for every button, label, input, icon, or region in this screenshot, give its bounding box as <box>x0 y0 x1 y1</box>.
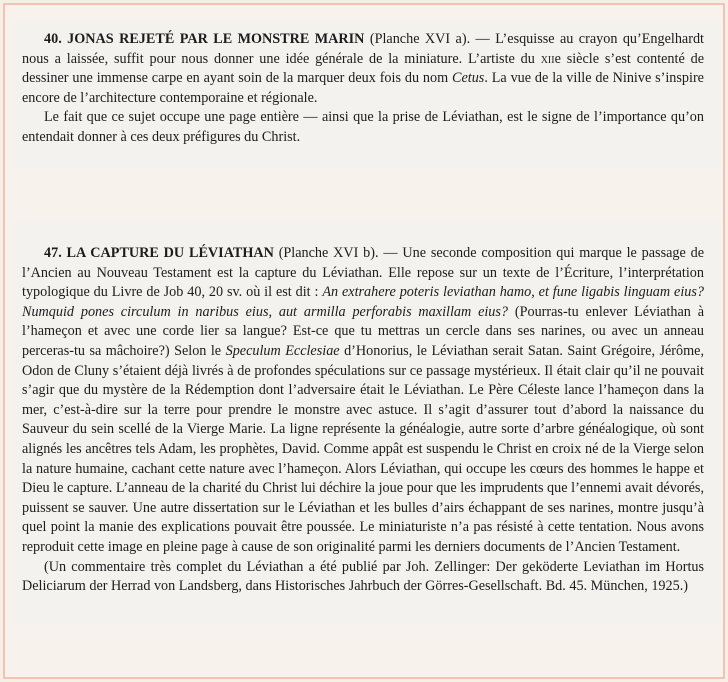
section-40-paragraph-1 <box>22 30 704 108</box>
century-numeral: xii <box>540 50 555 67</box>
section-47-heading: 47. LA CAPTURE DU LÉVIATHAN <box>44 245 274 261</box>
section-47-paragraph-1 <box>22 244 704 558</box>
section-40 <box>22 30 704 148</box>
section-40-text-c: . La vue de la ville de Ninive s’inspire encore de l’architecture contemporaine et régionale. <box>22 70 704 106</box>
section-47-paragraph-2: (Un commentaire très complet du Léviathan a été publié par Joh. Zellinger: Der geköderte Leviathan im Hortus Deliciarum der Herrad von Landsberg, dans Historisches Jahrbuch der Görres-Gesellschaft. Bd. 45. München, 1925.) <box>22 558 704 595</box>
section-40-plate: (Planche XVI a). — <box>364 31 496 47</box>
section-47 <box>22 244 704 597</box>
section-47-plate: (Planche XVI b). — <box>273 245 403 261</box>
speculum-title: Speculum Ecclesiae <box>225 342 340 359</box>
section-40-text-a: L’esquisse au crayon qu’Engelhardt nous a laissée, suffit pour nous donner une idée générale de la miniature. L’artiste du <box>22 31 704 67</box>
section-47-text-c: d’Honorius, le Léviathan serait Satan. Saint Grégoire, Jérôme, Odon de Cluny s’étaient déjà livrés à de profondes spéculations sur ce passage mystérieux. Il était clair qu’il ne pouvait s’agir que du mystère de la Rédemption dont l’adversaire était le Léviathan. Le Père Céleste lance l’hameçon dans la mer, c’est-à-dire sur la terre pour prendre le monstre avec astuce. Il s’agit d’assurer tout d’abord la naissance du Sauveur du sein scellé de la Vierge Marie. La ligne représente la généalogie, autre sorte d’arbre généalogique, où sont alignés les ancêtres tels Adam, les prophètes, David. Comme appât est suspendu le Christ en croix né de la Vierge selon la nature humaine, cachant cette nature avec l’hameçon. Alors Léviathan, qui occupe les cœurs des hommes le happe et Dieu le capture. L’anneau de la charité du Christ lui déchire la joue pour que les imprudents que l’ennemi avait dévorés, puissent se sauver. Une autre dissertation sur le Léviathan et les bulles d’airs échappant de ses narines, montre jusqu’à quel point la manie des explications pouvait être poussée. Le miniaturiste n’a pas résisté à cette tentation. Nous avons reproduit cette image en pleine page à cause de son originalité parmi les derniers documents de l’Ancien Testament. <box>22 342 704 555</box>
latin-quote: An extrahere poteris leviathan hamo, et fune ligabis linguam eius? Numquid pones circulum in naribus eius, aut armilla perforabis maxillam eius? <box>22 284 704 320</box>
section-47-text-a: Une seconde composition qui marque le passage de l’Ancien au Nouveau Testament est la capture du Léviathan. Elle repose sur un texte de l’Écriture, l’interprétation typologique du Livre de Job 40, 20 sv. où il est dit : <box>22 245 704 301</box>
section-47-text-b: (Pourras-tu enlever Léviathan à l’hameçon et avec une corde lier sa langue? Est-ce que tu mettras un cercle dans ses narines, ou avec un anneau perceras-tu sa mâchoire?) Selon le <box>22 303 704 359</box>
section-40-text-b: e siècle s’est contenté de dessiner une immense carpe en ayant soin de la marquer deux fois du nom <box>22 50 705 87</box>
cetus-word: Cetus <box>452 70 485 87</box>
section-40-heading: 40. JONAS REJETÉ PAR LE MONSTRE MARIN <box>44 31 365 47</box>
section-40-paragraph-2: Le fait que ce sujet occupe une page entière — ainsi que la prise de Léviathan, est le signe de l’importance qu’on entendait donner à ces deux préfigures du Christ. <box>22 109 704 145</box>
